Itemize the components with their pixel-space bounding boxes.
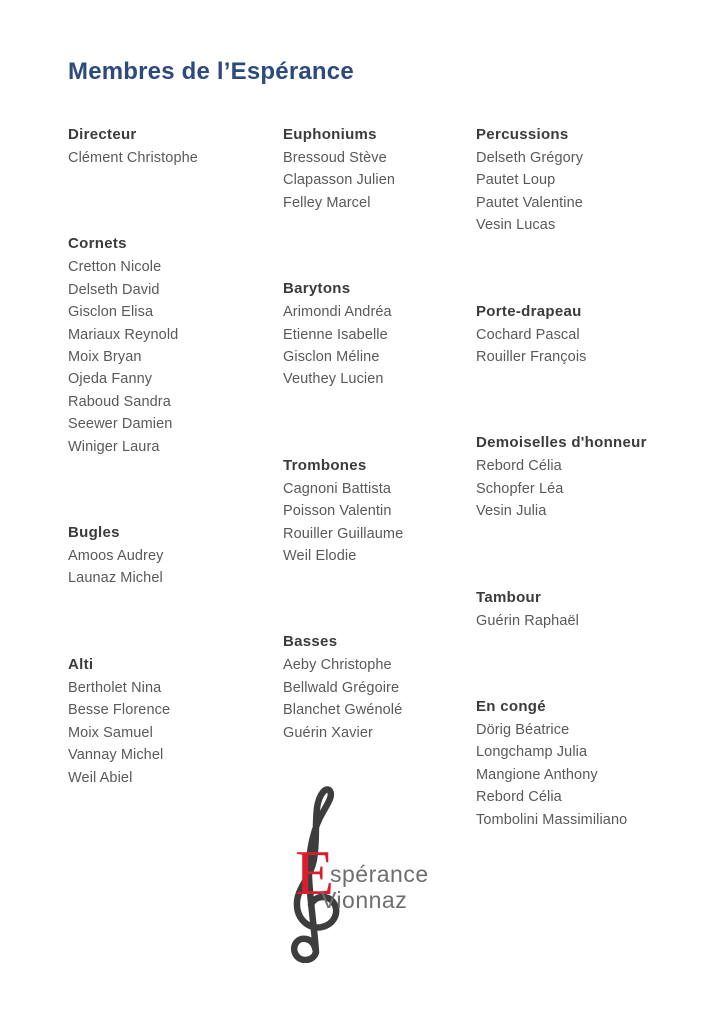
member-name: Rebord Célia bbox=[476, 458, 562, 475]
section-alti bbox=[68, 654, 273, 789]
logo-initial-letter: E bbox=[295, 837, 335, 908]
member-name: Longchamp Julia bbox=[476, 744, 588, 761]
member-name: Pautet Loup bbox=[476, 172, 556, 189]
section-heading: Alti bbox=[68, 655, 94, 673]
esperance-vionnaz-logo bbox=[283, 785, 458, 970]
section-trombones bbox=[283, 455, 468, 568]
member-name: Schopfer Léa bbox=[476, 480, 564, 497]
section-tambour bbox=[476, 587, 716, 632]
member-name: Mariaux Reynold bbox=[68, 326, 179, 343]
section-heading: Cornets bbox=[68, 235, 127, 253]
member-name: Amoos Audrey bbox=[68, 548, 164, 565]
member-name: Arimondi Andréa bbox=[283, 304, 392, 321]
member-name: Moix Samuel bbox=[68, 724, 153, 741]
member-name: Bellwald Grégoire bbox=[283, 679, 400, 696]
member-name: Rouiller Guillaume bbox=[283, 525, 404, 542]
member-name: Cretton Nicole bbox=[68, 259, 162, 276]
member-name: Seewer Damien bbox=[68, 416, 173, 433]
section-bugles bbox=[68, 522, 273, 590]
member-name: Mangione Anthony bbox=[476, 766, 598, 783]
member-name: Besse Florence bbox=[68, 702, 171, 719]
section-cornets bbox=[68, 233, 273, 458]
member-name: Dörig Béatrice bbox=[476, 722, 570, 739]
member-name: Vannay Michel bbox=[68, 747, 164, 764]
section-heading: En congé bbox=[476, 698, 546, 716]
section-heading: Trombones bbox=[283, 456, 367, 474]
member-name: Ojeda Fanny bbox=[68, 371, 153, 388]
member-name: Guérin Xavier bbox=[283, 724, 373, 741]
section-heading: Directeur bbox=[68, 126, 137, 143]
member-name: Gisclon Méline bbox=[283, 349, 380, 366]
section-heading: Percussions bbox=[476, 126, 569, 143]
member-name: Raboud Sandra bbox=[68, 393, 171, 410]
member-name: Vesin Julia bbox=[476, 503, 547, 520]
member-name: Gisclon Elisa bbox=[68, 304, 154, 321]
section-directeur bbox=[68, 124, 273, 169]
member-name: Blanchet Gwénolé bbox=[283, 702, 403, 719]
logo-locality-text: Vionnaz bbox=[321, 887, 408, 913]
column-1 bbox=[68, 124, 273, 853]
section-porte-drapeau bbox=[476, 301, 716, 369]
section-demoiselles-d-honneur bbox=[476, 432, 716, 522]
member-name: Cochard Pascal bbox=[476, 326, 580, 343]
member-name: Launaz Michel bbox=[68, 570, 163, 587]
member-name: Clapasson Julien bbox=[283, 172, 396, 189]
section-heading: Demoiselles d'honneur bbox=[476, 434, 647, 452]
section-heading: Barytons bbox=[283, 280, 351, 298]
member-name: Poisson Valentin bbox=[283, 503, 392, 520]
page-title: Membres de l’Espérance bbox=[68, 58, 354, 85]
member-name: Moix Bryan bbox=[68, 349, 142, 366]
member-name: Tombolini Massimiliano bbox=[476, 811, 628, 828]
member-name: Felley Marcel bbox=[283, 194, 371, 211]
member-name: Clément Christophe bbox=[68, 150, 198, 166]
logo-name-text: spérance bbox=[330, 861, 429, 887]
section-barytons bbox=[283, 278, 468, 391]
section-percussions bbox=[476, 124, 716, 237]
member-name: Cagnoni Battista bbox=[283, 480, 391, 497]
member-name: Bressoud Stève bbox=[283, 150, 387, 166]
section-euphoniums bbox=[283, 124, 468, 214]
member-name: Vesin Lucas bbox=[476, 217, 556, 234]
member-name: Delseth Grégory bbox=[476, 150, 584, 166]
section-basses bbox=[283, 631, 468, 744]
member-name: Bertholet Nina bbox=[68, 679, 162, 696]
section-heading: Euphoniums bbox=[283, 126, 377, 143]
section-heading: Bugles bbox=[68, 524, 120, 542]
member-name: Veuthey Lucien bbox=[283, 371, 384, 388]
member-name: Guérin Raphaël bbox=[476, 612, 579, 629]
member-name: Rebord Célia bbox=[476, 789, 562, 806]
section-en-conge bbox=[476, 696, 716, 831]
column-2 bbox=[283, 124, 468, 808]
column-3 bbox=[476, 124, 716, 895]
section-heading: Tambour bbox=[476, 588, 542, 606]
section-heading: Basses bbox=[283, 633, 338, 651]
member-name: Aeby Christophe bbox=[283, 657, 392, 674]
section-heading: Porte-drapeau bbox=[476, 302, 582, 320]
member-name: Pautet Valentine bbox=[476, 194, 583, 211]
member-name: Etienne Isabelle bbox=[283, 326, 388, 343]
member-name: Delseth David bbox=[68, 281, 160, 298]
member-name: Rouiller François bbox=[476, 349, 587, 366]
member-name: Winiger Laura bbox=[68, 438, 160, 455]
member-name: Weil Abiel bbox=[68, 769, 133, 786]
member-name: Weil Elodie bbox=[283, 548, 357, 565]
